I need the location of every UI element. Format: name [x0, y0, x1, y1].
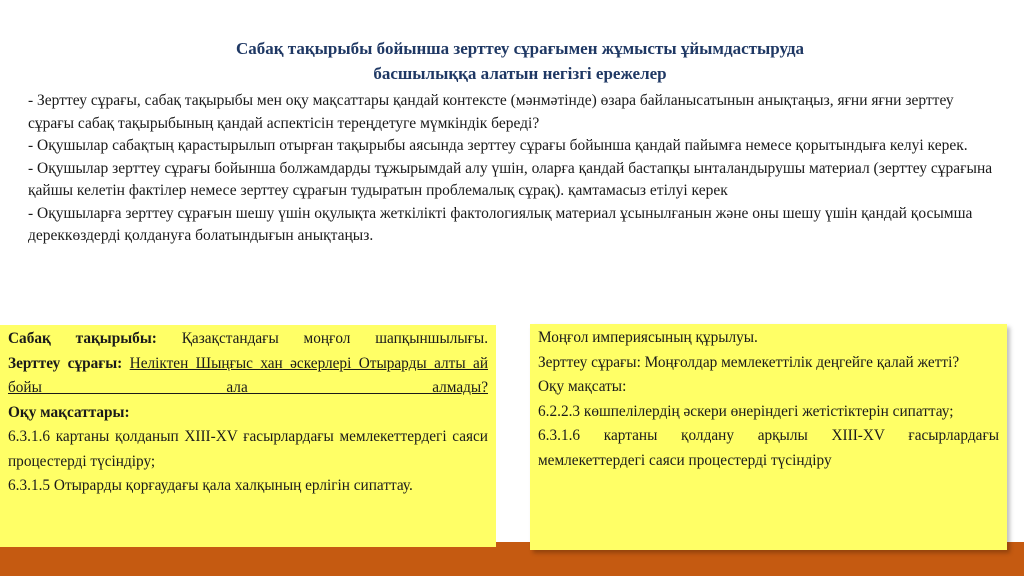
objective-item: 6.3.1.6 картаны қолдану арқылы XIII-XV ғасырлардағы мемлекеттердегі саяси процестерді түсіндіру — [538, 427, 999, 469]
guidelines-list — [28, 90, 1003, 248]
slide-title — [60, 36, 980, 86]
question-line — [8, 352, 488, 401]
guideline-item: - Оқушылар сабақтың қарастырылып отырған тақырыбы аясында зерттеу сұрағы бойынша қандай пайымға немесе қорытындыға келуі керек. — [28, 137, 968, 154]
topic-label: Сабақ тақырыбы: — [8, 330, 157, 347]
topic-value: Қазақстандағы моңғол шапқыншылығы. — [181, 330, 489, 347]
topic-line: Моңғол империясының құрылуы. — [538, 329, 758, 346]
guideline-item: - Оқушылар зерттеу сұрағы бойынша болжамдарды тұжырымдай алу үшін, оларға қандай бастапқы ынталандырушы материал (зерттеу сұрағына қайшы келетін фактілер немесе зерттеу сұрағын тудыратын проблемалық сұрақ). қамтамасыз етілуі керек — [28, 159, 993, 199]
objective-item: 6.3.1.5 Отырарды қорғаудағы қала халқының ерлігін сипаттау. — [8, 477, 413, 494]
slide-title-line-2: басшылыққа алатын негізгі ережелер — [373, 64, 667, 83]
question-label: Зерттеу сұрағы: — [8, 354, 123, 372]
example-box-right — [530, 324, 1007, 550]
objective-item: 6.2.2.3 көшпелілердің әскери өнеріндегі жетістіктерін сипаттау; — [538, 402, 954, 420]
topic-line — [8, 327, 488, 352]
objectives-label: Оқу мақсаттары: — [8, 403, 130, 421]
question-value: Неліктен Шыңғыс хан әскерлері Отырарды алты ай бойы ала алмады? — [8, 354, 489, 396]
slide-title-line-1: Сабақ тақырыбы бойынша зерттеу сұрағымен жұмысты ұйымдастыруда — [235, 39, 805, 58]
objective-label: Оқу мақсаты: — [538, 378, 627, 395]
question-line: Зерттеу сұрағы: Моңғолдар мемлекеттілік деңгейге қалай жетті? — [538, 353, 960, 371]
objective-item: 6.3.1.6 картаны қолданып XIII-XV ғасырлардағы мемлекеттердегі саяси процестерді түсіндіру; — [8, 428, 488, 470]
guideline-item: - Оқушыларға зерттеу сұрағын шешу үшін оқулықта жеткілікті фактологиялық материал ұсынылғанын және оны шешу үшін қандай қосымша дереккөздерді қолдануға болатындығын анықтаңыз. — [28, 204, 973, 244]
guideline-item: - Зерттеу сұрағы, сабақ тақырыбы мен оқу мақсаттары қандай контексте (мәнмәтінде) өзара байланысатынын анықтаңыз, яғни яғни зерттеу сұрағы сабақ тақырыбының қандай аспектісін тереңдетуге мүмкіндік береді? — [28, 92, 954, 132]
example-box-left — [0, 325, 496, 547]
